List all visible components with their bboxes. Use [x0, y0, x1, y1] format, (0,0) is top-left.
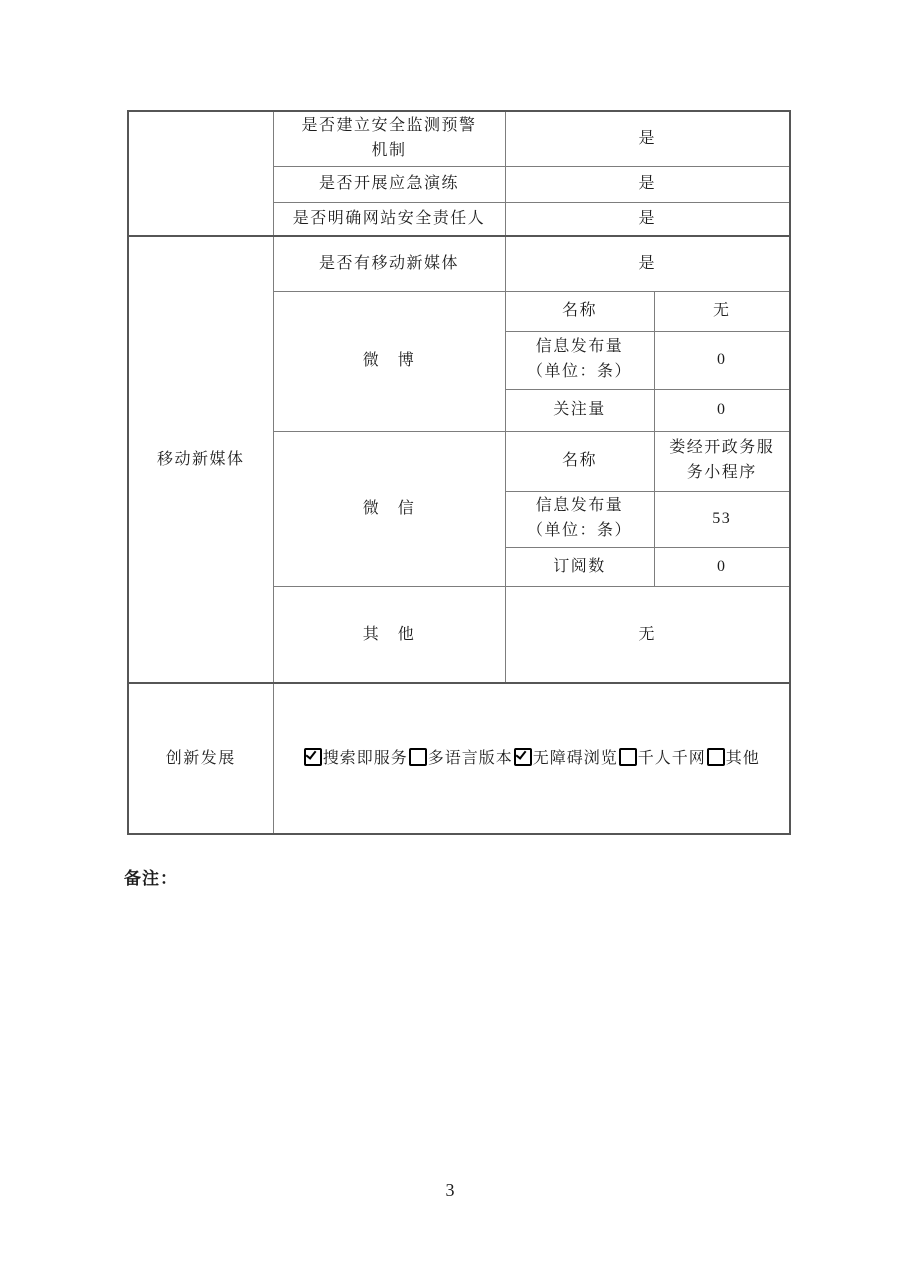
label-security-responsible-person: 是否明确网站安全责任人 — [273, 202, 505, 236]
innovation-options-row — [303, 750, 760, 767]
label-wechat-posts: 信息发布量 （单位：条） — [505, 491, 654, 547]
option-label: 搜索即服务 — [322, 749, 408, 767]
value-wechat-name: 娄经开政务服 务小程序 — [654, 431, 790, 491]
label-weibo-followers: 关注量 — [505, 389, 654, 431]
option-other — [706, 746, 760, 772]
value-security-monitoring: 是 — [505, 111, 790, 166]
option-accessibility — [513, 746, 618, 772]
value-weibo-followers: 0 — [654, 389, 790, 431]
label-has-mobile-media: 是否有移动新媒体 — [273, 236, 505, 291]
checkbox-accessibility-icon — [514, 748, 532, 766]
checkbox-search-as-service-icon — [304, 748, 322, 766]
label-weibo: 微 博 — [273, 291, 505, 431]
option-search-as-service — [303, 746, 408, 772]
label-security-monitoring: 是否建立安全监测预警 机制 — [273, 111, 505, 166]
option-label: 其他 — [725, 749, 760, 767]
value-other-media: 无 — [505, 586, 790, 683]
option-label: 千人千网 — [637, 749, 706, 767]
annual-report-table — [127, 110, 791, 835]
label-wechat-name: 名称 — [505, 431, 654, 491]
table-row — [128, 236, 790, 291]
option-label: 多语言版本 — [427, 749, 513, 767]
label-emergency-drill: 是否开展应急演练 — [273, 166, 505, 202]
option-multilingual — [408, 746, 513, 772]
label-weibo-name: 名称 — [505, 291, 654, 331]
section-label-mobile-media: 移动新媒体 — [128, 236, 273, 683]
checkbox-multilingual-icon — [409, 748, 427, 766]
value-weibo-name: 无 — [654, 291, 790, 331]
value-has-mobile-media: 是 — [505, 236, 790, 291]
page-number: 3 — [445, 1180, 455, 1200]
remarks-label: 备注： — [124, 869, 178, 888]
table-row — [128, 683, 790, 834]
checkbox-other-icon — [707, 748, 725, 766]
label-wechat-subscribers: 订阅数 — [505, 547, 654, 586]
option-label: 无障碍浏览 — [532, 749, 618, 767]
label-other-media: 其 他 — [273, 586, 505, 683]
value-security-responsible-person: 是 — [505, 202, 790, 236]
section-label-innovation: 创新发展 — [128, 683, 273, 834]
value-emergency-drill: 是 — [505, 166, 790, 202]
checkbox-personalized-web-icon — [619, 748, 637, 766]
value-wechat-subscribers: 0 — [654, 547, 790, 586]
table-row — [128, 111, 790, 166]
label-weibo-posts: 信息发布量 （单位：条） — [505, 331, 654, 389]
option-personalized-web — [618, 746, 706, 772]
value-weibo-posts: 0 — [654, 331, 790, 389]
label-wechat: 微 信 — [273, 431, 505, 586]
value-wechat-posts: 53 — [654, 491, 790, 547]
innovation-options-cell — [273, 683, 790, 834]
section-label-cell-empty — [128, 111, 273, 236]
